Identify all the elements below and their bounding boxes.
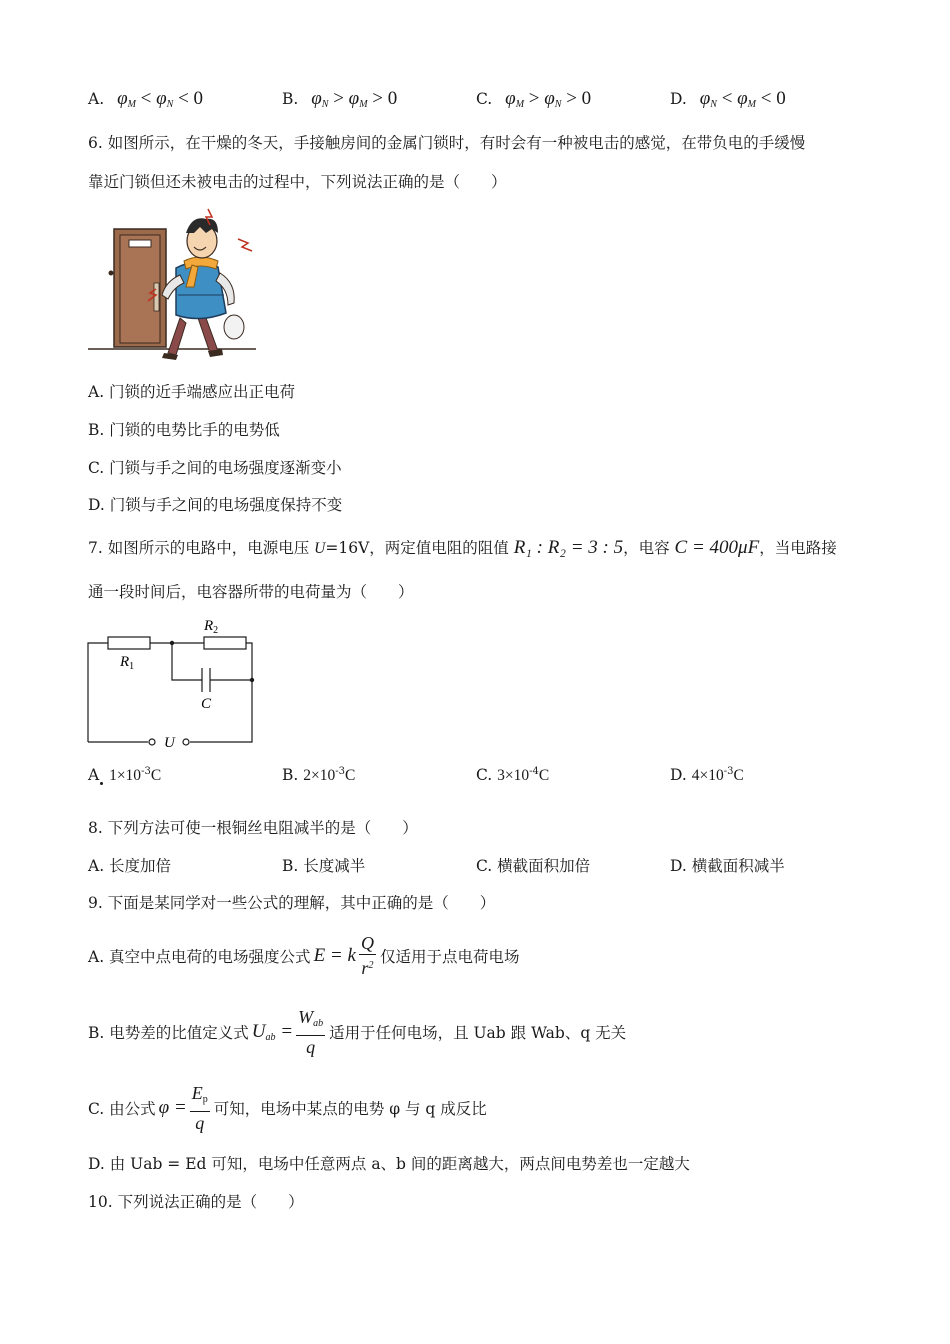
q7-option-a-dot bbox=[100, 782, 103, 785]
q6-option-a: A. 门锁的近手端感应出正电荷 bbox=[88, 383, 296, 401]
q7-option-c: C. $3\times 10^{-4}C$ bbox=[476, 766, 550, 784]
voltage-fraction: $\frac{W_{ab}}{q}$ bbox=[298, 1007, 324, 1057]
q6-option-c: C. 门锁与手之间的电场强度逐渐变小 bbox=[88, 459, 342, 477]
q5-option-c: C. $\varphi_M > \varphi_N > 0$ bbox=[476, 88, 592, 110]
q9-stem: 9. 下面是某同学对一些公式的理解，其中正确的是（ ） bbox=[88, 894, 496, 912]
q6-stem-line2: 靠近门锁但还未被电击的过程中，下列说法正确的是（ ） bbox=[88, 173, 507, 191]
q7-option-a: A $1\times 10^{-3}C$ bbox=[88, 766, 162, 784]
label-r2: $R_2$ bbox=[204, 618, 219, 636]
label-r1: $R_1$ bbox=[120, 654, 135, 672]
q9-option-d: D. 由 Uab = Ed 可知，电场中任意两点 a、b 间的距离越大，两点间电势差也一定越大 bbox=[88, 1155, 690, 1173]
q7-stem-line1: 7. 如图所示的电路中，电源电压 U=16V，两定值电阻的阻值 R₁ : R₂ = 3 : 5，电容 C = 400μF，当电路接 bbox=[88, 537, 837, 558]
label-u: U bbox=[164, 735, 175, 751]
q5-option-a: A. $\varphi_M < \varphi_N < 0$ bbox=[88, 88, 204, 110]
q8-option-b: B. 长度减半 bbox=[282, 857, 366, 875]
q8-option-d: D. 横截面积减半 bbox=[670, 857, 785, 875]
q7-stem-line2: 通一段时间后，电容器所带的电荷量为（ ） bbox=[88, 583, 414, 601]
q9-option-a: A. 真空中点电荷的电场强度公式 E = k $\frac{Q}{r^2}$ 仅适用于点电荷电场 bbox=[88, 933, 520, 978]
q6-option-d: D. 门锁与手之间的电场强度保持不变 bbox=[88, 496, 343, 514]
q8-option-a: A. 长度加倍 bbox=[88, 857, 172, 875]
q6-option-b: B. 门锁的电势比手的电势低 bbox=[88, 421, 280, 439]
q8-option-c: C. 横截面积加倍 bbox=[476, 857, 591, 875]
q9-option-b: B. 电势差的比值定义式 $U_{ab}$ = $\frac{W_{ab}}{q}$ 适用于任何电场，且 Uab 跟 Wab、q 无关 bbox=[88, 1007, 627, 1057]
label-c: C bbox=[201, 696, 212, 712]
coulomb-fraction: $\frac{Q}{r^2}$ bbox=[360, 933, 374, 978]
q9-option-c: C. 由公式 φ = $\frac{E_p}{q}$ 可知，电场中某点的电势 φ 与 q 成反比 bbox=[88, 1083, 487, 1133]
q10-stem: 10. 下列说法正确的是（ ） bbox=[88, 1193, 304, 1211]
rc-circuit-diagram bbox=[84, 614, 264, 754]
q6-stem-line1: 6. 如图所示，在干燥的冬天，手接触房间的金属门锁时，有时会有一种被电击的感觉，在带负电的手缓慢 bbox=[88, 134, 806, 152]
q7-option-b: B. $2\times 10^{-3}C$ bbox=[282, 766, 356, 784]
q8-stem: 8. 下列方法可使一根铜丝电阻减半的是（ ） bbox=[88, 819, 418, 837]
q5-option-b: B. $\varphi_N > \varphi_M > 0$ bbox=[282, 88, 398, 110]
door-shock-illustration bbox=[88, 203, 268, 363]
q7-option-d: D. $4\times 10^{-3}C$ bbox=[670, 766, 744, 784]
potential-fraction: $\frac{E_p}{q}$ bbox=[191, 1083, 208, 1133]
q5-option-d: D. $\varphi_N < \varphi_M < 0$ bbox=[670, 88, 786, 110]
